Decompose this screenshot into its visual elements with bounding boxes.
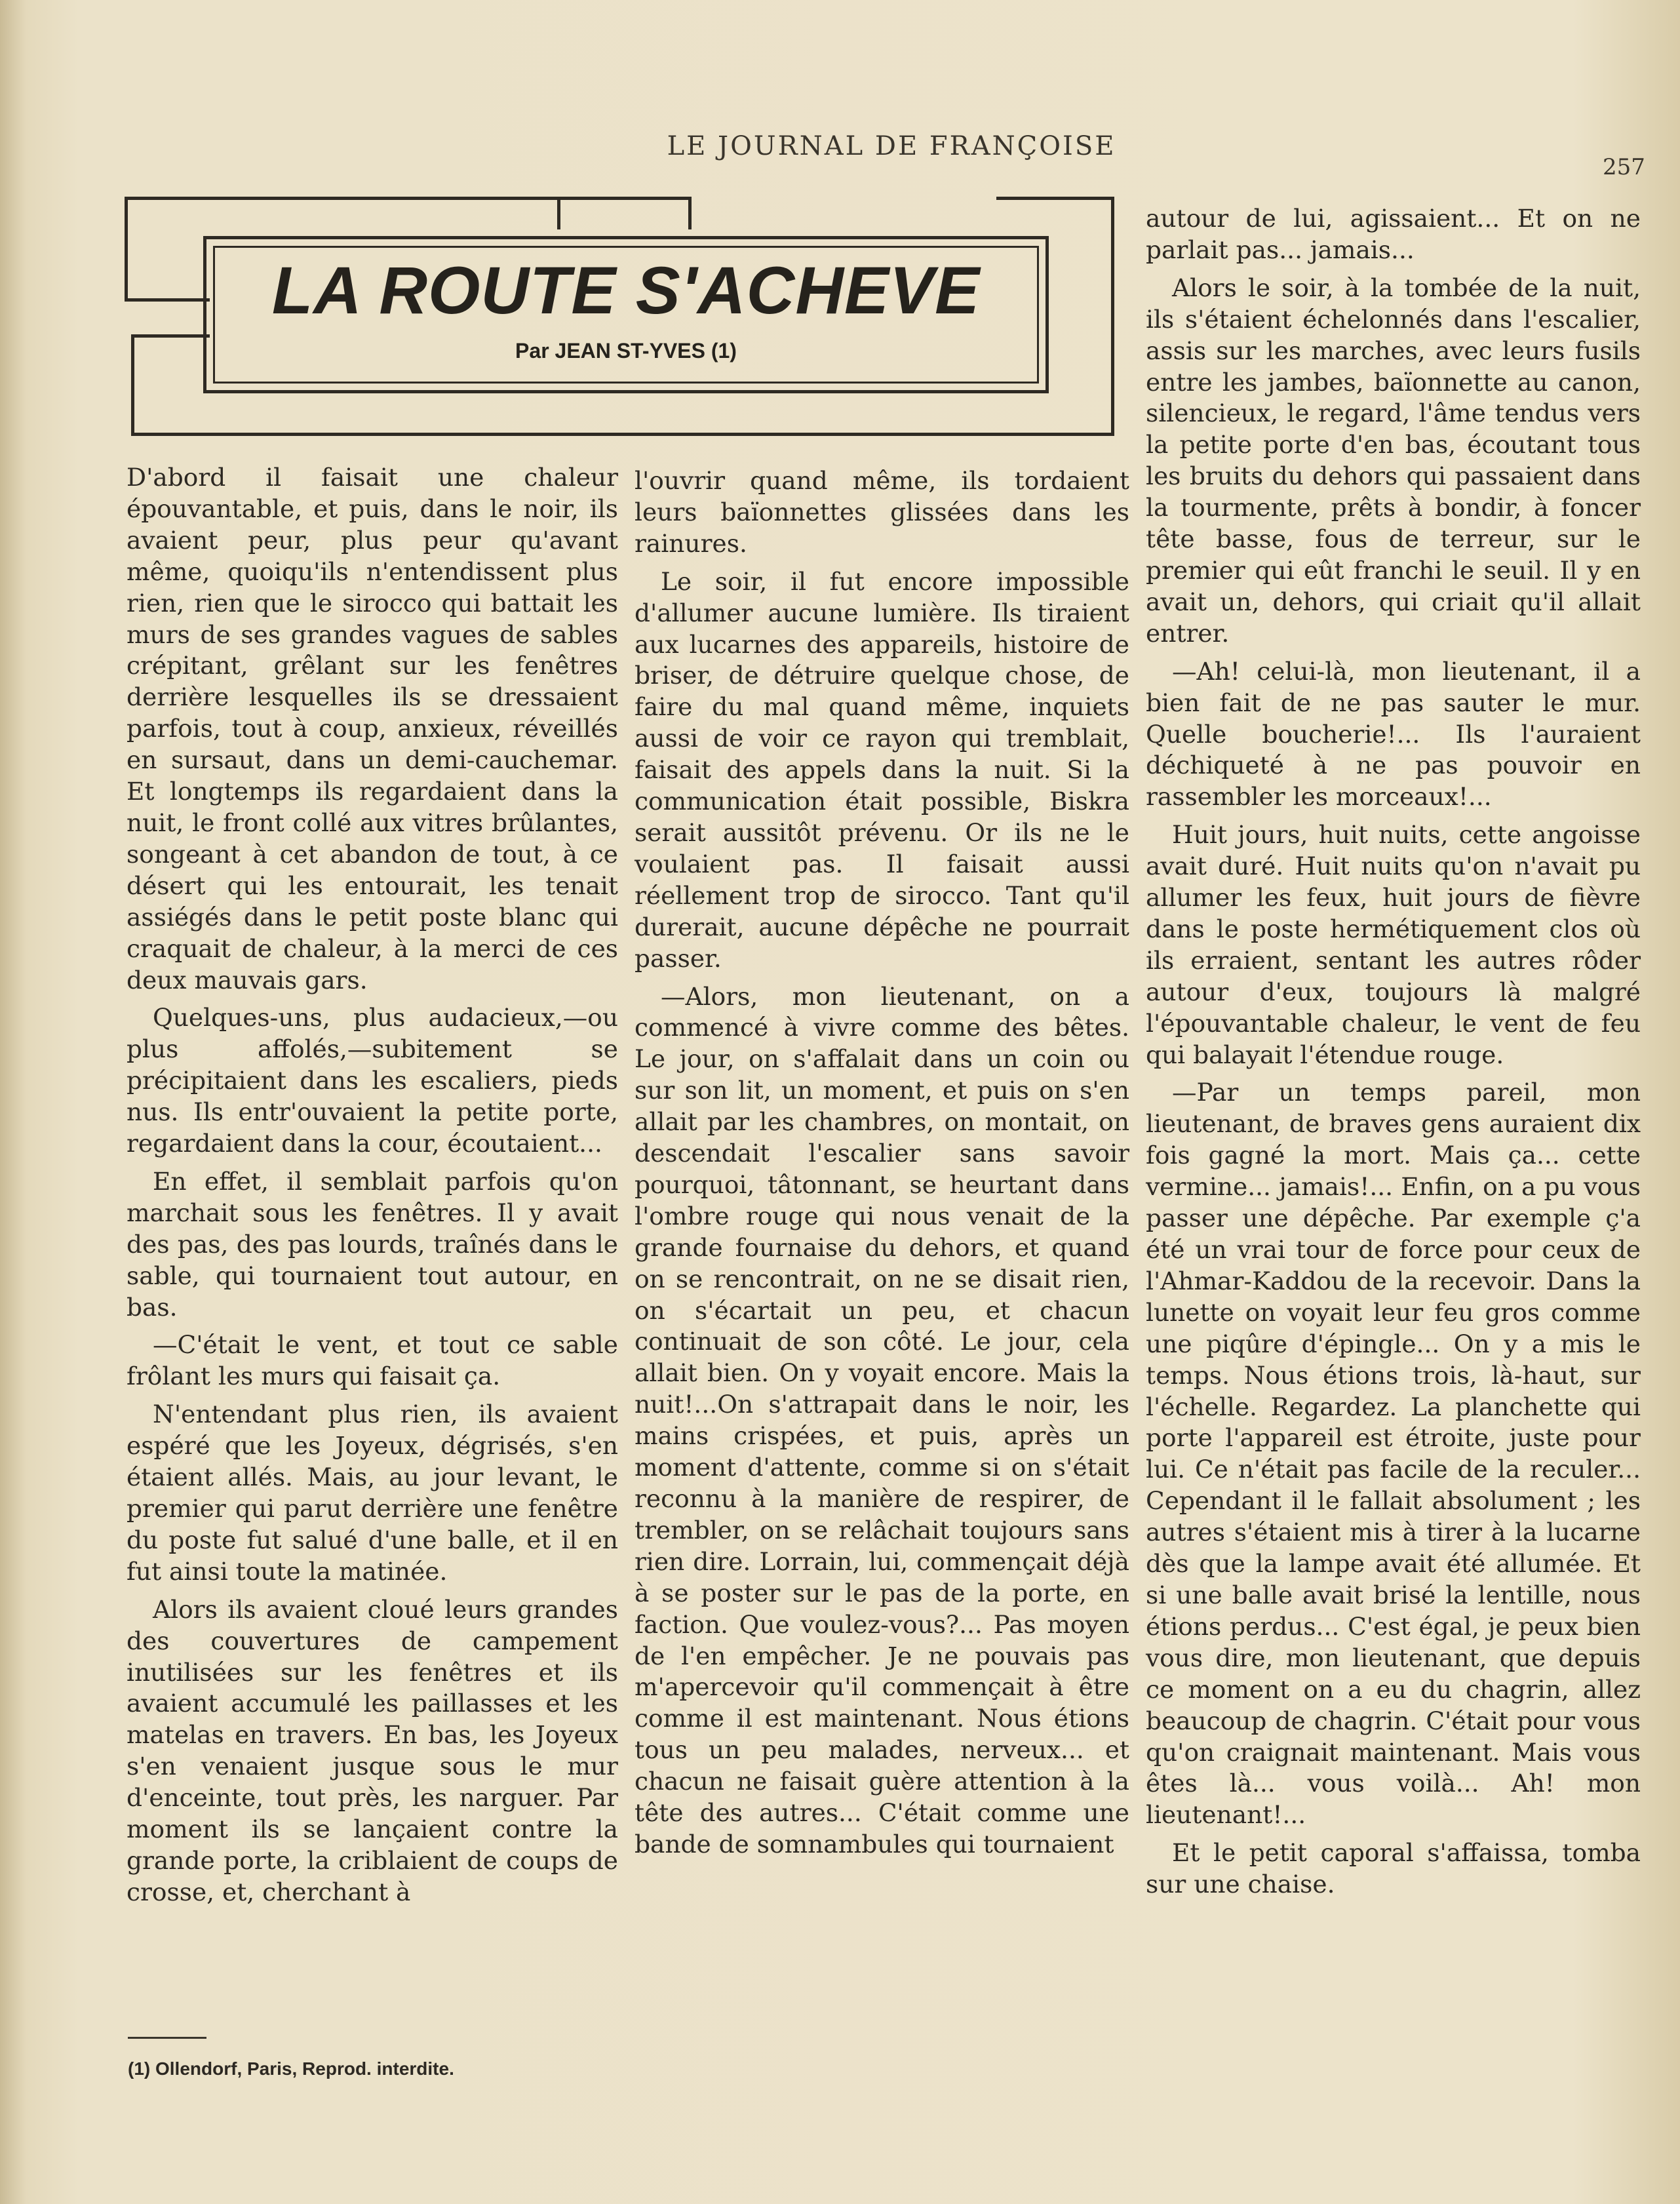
article-title: LA ROUTE S'ACHEVE [271,253,981,328]
paragraph: —C'était le vent, et tout ce sable frôlant les murs qui faisait ça. [127,1330,618,1391]
paragraph: —Alors, mon lieutenant, on a commencé à vivre comme des bêtes. Le jour, on s'affalait dans un coin ou sur son lit, un moment, et puis on s'en allait par les chambres, on montait, on descendait l'escalier sans savoir pourquoi, tâtonnant, se heurtant dans l'ombre rouge qui nous venait de la grande fournaise du dehors, et quand on se rencontrait, on ne se disait rien, on s'écartait un peu, et chacun continuait de son côté. Le jour, cela allait bien. On y voyait encore. Mais la nuit!...On s'attrapait dans le noir, les mains crispées, et puis, après un moment d'attente, comme si on s'était reconnu à la manière de respirer, de trembler, on se relâchait toujours sans rien dire. Lorrain, lui, commençait déjà à se poster sur le pas de la porte, en faction. Que voulez-vous?... Pas moyen de l'en empêcher. Je ne pouvais pas m'apercevoir qu'il commençait à être comme il est maintenant. Nous étions tous un peu malades, nerveux... et chacun ne faisait guère attention à la tête des autres... C'était comme une bande de somnambules qui tournaient [635,981,1129,1859]
text-column-1 [127,462,618,1915]
paragraph: N'entendant plus rien, ils avaient espéré que les Joyeux, dégrisés, s'en étaient allés. Mais, au jour levant, le premier qui parut derrière une fenêtre du poste fut salué d'une balle, et il en fut ainsi toute la matinée. [127,1400,618,1586]
paragraph: Alors ils avaient cloué leurs grandes des couvertures de campement inutilisées sur les fenêtres et ils avaient accumulé les paillasses et les matelas en travers. En bas, les Joyeux s'en venaient jusque sous le mur d'enceinte, tout près, les narguer. Par moment ils se lançaient contre la grande porte, la criblaient de coups de crosse, et, cherchant à [127,1594,618,1906]
paragraph: Alors le soir, à la tombée de la nuit, ils s'étaient échelonnés dans l'escalier, assis sur les marches, avec leurs fusils entre les jambes, baïonnette au canon, silencieux, le regard, l'âme tendus vers la petite porte d'en bas, écoutant tous les bruits du dehors qui passaient dans la tourmente, prêts à bondir, à foncer tête basse, fous de terreur, sur le premier qui eût franchi le seuil. Il y en avait un, dehors, qui criait qu'il allait entrer. [1146,273,1641,648]
page-number: 257 [1603,154,1645,180]
paragraph: Quelques-uns, plus audacieux,—ou plus affolés,—subitement se précipitaient dans les escaliers, pieds nus. Ils entr'ouvaient la petite porte, regardaient dans la cour, écoutaient... [127,1003,618,1158]
text-column-3 [1146,203,1641,1907]
footnote-rule [128,2037,206,2039]
paragraph: Et le petit caporal s'affaissa, tomba sur une chaise. [1146,1838,1641,1899]
running-head: LE JOURNAL DE FRANÇOISE [667,131,1116,161]
footnote: (1) Ollendorf, Paris, Reprod. interdite. [128,2058,454,2079]
paragraph: Huit jours, huit nuits, cette angoisse avait duré. Huit nuits qu'on n'avait pu allumer les feux, huit jours de fièvre dans le poste hermétiquement clos où ils erraient, sentant les autres rôder autour d'eux, toujours là malgré l'épouvantable chaleur, le vent de feu qui balayait l'étendue rouge. [1146,820,1641,1069]
paragraph: Le soir, il fut encore impossible d'allumer aucune lumière. Ils tiraient aux lucarnes des appareils, histoire de briser, de détruire quelque chose, de faire du mal quand même, inquiets aussi de voir ce rayon qui tremblait, faisait des appels dans la nuit. Si la communication était possible, Biskra serait aussitôt prévenu. Or ils ne le voulaient pas. Il faisait aussi réellement trop de sirocco. Tant qu'il durerait, aucune dépêche ne pourrait passer. [635,566,1129,973]
title-box [203,236,1049,393]
paragraph: —Ah! celui-là, mon lieutenant, il a bien fait de ne pas sauter le mur. Quelle boucherie!... Ils l'auraient déchiqueté à ne pas pouvoir en rassembler les morceaux!... [1146,656,1641,812]
paragraph: l'ouvrir quand même, ils tordaient leurs baïonnettes glissées dans les rainures. [635,466,1129,558]
text-column-2 [635,465,1129,1867]
paragraph: D'abord il faisait une chaleur épouvantable, et puis, dans le noir, ils avaient peur, plus peur qu'avant même, quoiqu'ils n'entendissent plus rien, rien que le sirocco qui battait les murs de ses grandes vagues de sables crépitant, grêlant sur les fenêtres derrière lesquelles ils se dressaient parfois, tout à coup, anxieux, réveillés en sursaut, dans un demi-cauchemar. Et longtemps ils regardaient dans la nuit, le front collé aux vitres brûlantes, songeant à cet abandon de tout, à ce désert qui les entourait, les tenait assiégés dans le petit poste blanc qui craquait de chaleur, à la merci de ces deux mauvais gars. [127,463,618,994]
paragraph: autour de lui, agissaient... Et on ne parlait pas... jamais... [1146,204,1641,264]
paragraph: —Par un temps pareil, mon lieutenant, de braves gens auraient dix fois gagné la mort. Mais ça... cette vermine... jamais!... Enfin, on a pu vous passer une dépêche. Par exemple ç'a été un vrai tour de force pour ceux de l'Ahmar-Kaddou de la recevoir. Dans la lunette on voyait leur feu gros comme une piqûre d'épingle... On y a mis le temps. Nous étions trois, là-haut, sur l'échelle. Regardez. La planchette qui porte l'appareil est étroite, juste pour lui. Ce n'était pas facile de la reculer... Cependant il le fallait absolument ; les autres s'étaient mis à tirer à la lucarne dès que la lampe avait été allumée. Et si une balle avait brisé la lentille, nous étions perdus... C'est égal, je peux bien vous dire, mon lieutenant, que depuis ce moment on a eu du chagrin, allez beaucoup de chagrin. C'était pour vous qu'on craignait maintenant. Mais vous êtes là... vous voilà... Ah! mon lieutenant!... [1146,1078,1641,1830]
paragraph: En effet, il semblait parfois qu'on marchait sous les fenêtres. Il y avait des pas, des pas lourds, traînés dans le sable, qui tournaient tout autour, en bas. [127,1166,618,1322]
article-byline: Par JEAN ST-YVES (1) [515,339,737,363]
